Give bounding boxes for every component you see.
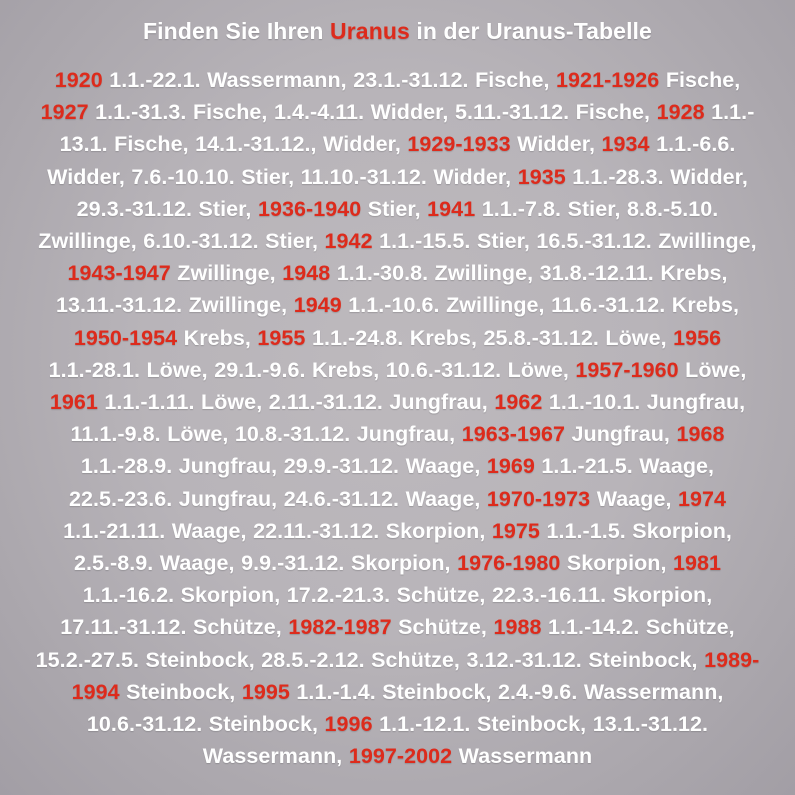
year-range: 1963-1967: [461, 422, 565, 447]
sign-period-text: 1.1.-21.5. Waage, 22.5.-23.6. Jungfrau, 24.6.-31.12. Waage,: [68, 454, 715, 511]
year-range: 1996: [324, 712, 373, 737]
uranus-table-text: [22, 64, 773, 772]
year-range: 1968: [676, 422, 725, 447]
year-range: 1969: [486, 454, 535, 479]
sign-period-text: 1.1.-31.3. Fische, 1.4.-4.11. Widder, 5.11.-31.12. Fische,: [88, 100, 657, 125]
sign-period-text: 1.1.-14.2. Schütze, 15.2.-27.5. Steinbock, 28.5.-2.12. Schütze, 3.12.-31.12. Steinbock,: [35, 615, 735, 672]
year-range: 1921-1926: [556, 68, 660, 92]
sign-period-text: 1.1.-28.9. Jungfrau, 29.9.-31.12. Waage,: [80, 454, 487, 479]
year-range: 1957-1960: [575, 357, 679, 382]
sign-period-text: 1.1.-1.11. Löwe, 2.11.-31.12. Jungfrau,: [97, 390, 495, 415]
year-range: 1948: [282, 261, 331, 286]
sign-period-text: 1.1.-6.6. Widder, 7.6.-10.10. Stier, 11.10.-31.12. Widder,: [47, 132, 736, 189]
sign-period-text: Schütze,: [391, 615, 494, 640]
sign-period-text: Fische,: [659, 68, 741, 92]
year-range: 1981: [673, 551, 722, 576]
sign-period-text: Skorpion,: [560, 551, 674, 576]
year-range: 1934: [601, 132, 650, 157]
year-range: 1936-1940: [257, 196, 362, 221]
year-range: 1982-1987: [288, 615, 392, 640]
sign-period-text: 1.1.-1.5. Skorpion, 2.5.-8.9. Waage, 9.9.-31.12. Skorpion,: [73, 518, 732, 576]
year-range: 1961: [49, 390, 98, 415]
page-title-highlight: Uranus: [330, 18, 410, 44]
year-range: 1975: [491, 518, 540, 543]
sign-period-text: 1.1.-21.11. Waage, 22.11.-31.12. Skorpion,: [63, 518, 492, 543]
page-title: [22, 16, 773, 46]
year-range: 1976-1980: [457, 551, 561, 576]
year-range: 1970-1973: [486, 486, 591, 511]
sign-period-text: 1.1.-7.8. Stier, 8.8.-5.10. Zwillinge, 6.10.-31.12. Stier,: [38, 196, 719, 254]
sign-period-text: 1.1.-28.3. Widder, 29.3.-31.12. Stier,: [76, 164, 748, 221]
year-range: 1927: [40, 100, 89, 125]
page-title-before: Finden Sie Ihren: [143, 18, 331, 44]
year-range: 1955: [257, 325, 306, 350]
sign-period-text: Stier,: [361, 196, 428, 221]
year-range: 1949: [293, 293, 342, 318]
year-range: 1956: [673, 325, 722, 350]
year-range: 1997-2002: [348, 744, 453, 769]
sign-period-text: 1.1.-22.1. Wassermann, 23.1.-31.12. Fische,: [102, 68, 557, 92]
year-range: 1942: [324, 229, 373, 254]
sign-period-text: Krebs,: [177, 325, 258, 350]
year-range: 1920: [54, 68, 103, 92]
sign-period-text: 1.1.- 13.1. Fische, 14.1.-31.12., Widder,: [59, 100, 755, 157]
sign-period-text: 1.1.-28.1. Löwe, 29.1.-9.6. Krebs, 10.6.-31.12. Löwe,: [48, 357, 576, 382]
sign-period-text: 1.1.-24.8. Krebs, 25.8.-31.12. Löwe,: [305, 325, 674, 350]
sign-period-text: Steinbock,: [119, 679, 242, 704]
page-title-after: in der Uranus-Tabelle: [409, 18, 652, 44]
year-range: 1962: [494, 390, 543, 415]
sign-period-text: 1.1.-12.1. Steinbock, 13.1.-31.12. Wassermann,: [202, 712, 709, 769]
year-range: 1995: [241, 679, 290, 704]
sign-period-text: Löwe,: [678, 357, 747, 382]
sign-period-text: 1.1.-1.4. Steinbock, 2.4.-9.6. Wassermann, 10.6.-31.12. Steinbock,: [86, 679, 724, 737]
sign-period-text: 1.1.-10.6. Zwillinge, 11.6.-31.12. Krebs,: [341, 293, 739, 318]
sign-period-text: Jungfrau,: [564, 422, 677, 447]
year-range: 1935: [517, 164, 566, 189]
sign-period-text: 1.1.-30.8. Zwillinge, 31.8.-12.11. Krebs, 13.11.-31.12. Zwillinge,: [56, 261, 728, 318]
sign-period-text: 1.1.-16.2. Skorpion, 17.2.-21.3. Schütze, 22.3.-16.11. Skorpion, 17.11.-31.12. Schütze,: [60, 583, 713, 640]
year-range: 1928: [656, 100, 705, 125]
year-range: 1988: [493, 615, 542, 640]
year-range: 1974: [678, 486, 727, 511]
sign-period-text: Widder,: [510, 132, 602, 157]
year-range: 1950-1954: [73, 325, 178, 350]
sign-period-text: 1.1.-10.1. Jungfrau, 11.1.-9.8. Löwe, 10.8.-31.12. Jungfrau,: [70, 390, 746, 447]
sign-period-text: 1.1.-15.5. Stier, 16.5.-31.12. Zwillinge,: [372, 229, 757, 254]
sign-period-text: Waage,: [590, 486, 679, 511]
year-range: 1943-1947: [67, 261, 171, 286]
sign-period-text: Zwillinge,: [170, 261, 283, 286]
sign-period-text: Wassermann: [452, 744, 593, 769]
year-range: 1989-1994: [71, 647, 760, 704]
year-range: 1929-1933: [407, 132, 511, 157]
year-range: 1941: [427, 196, 476, 221]
